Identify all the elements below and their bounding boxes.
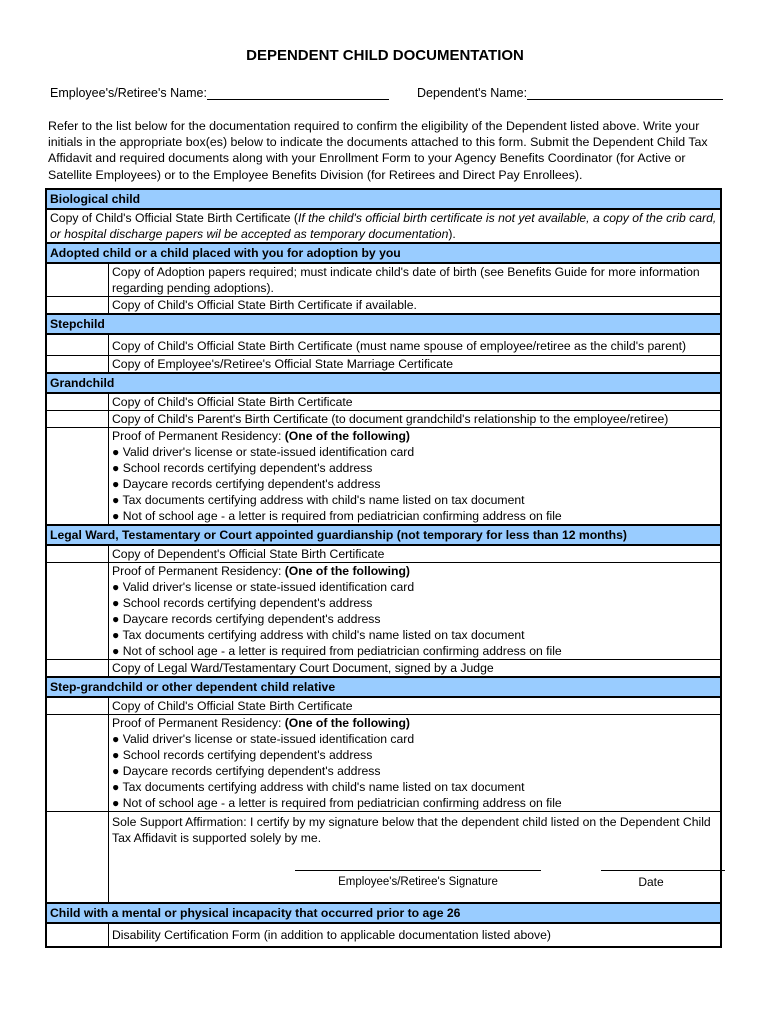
doc-ward-birth-certificate: Copy of Dependent's Official State Birth Certificate	[109, 545, 722, 563]
doc-court-document: Copy of Legal Ward/Testamentary Court Document, signed by a Judge	[109, 660, 722, 678]
initials-box[interactable]	[46, 356, 109, 374]
employee-name-field	[50, 86, 389, 100]
list-item: ● Daycare records certifying dependent's address	[112, 612, 381, 626]
sole-support-affirmation	[109, 812, 722, 904]
section-title: Child with a mental or physical incapacity that occurred prior to age 26	[46, 903, 721, 923]
instructions-paragraph: Refer to the list below for the documentation required to confirm the eligibility of the Dependent listed above. Write your initials in the appropriate box(es) below to indicate the documents attached to this form. Submit the Dependent Child Tax Affidavit and required documents along with your Enrollment Form to your Agency Benefits Coordinator (for Active or Satellite Employees) or to the Employee Benefits Division (for Retirees and Direct Pay Enrollees).	[48, 119, 708, 182]
list-item: ● Tax documents certifying address with child's name listed on tax document	[112, 780, 525, 794]
list-item: ● Daycare records certifying dependent's address	[112, 764, 381, 778]
initials-box[interactable]	[46, 715, 109, 812]
doc-disability-certification: Disability Certification Form (in addition to applicable documentation listed above)	[109, 923, 722, 947]
documentation-table	[45, 188, 722, 948]
table-row	[46, 393, 721, 411]
doc-marriage-certificate: Copy of Employee's/Retiree's Official State Marriage Certificate	[109, 356, 722, 374]
list-item: ● Tax documents certifying address with child's name listed on tax document	[112, 493, 525, 507]
list-item: ● Tax documents certifying address with child's name listed on tax document	[112, 628, 525, 642]
list-item: ● Not of school age - a letter is required from pediatrician confirming address on file	[112, 644, 562, 658]
initials-box[interactable]	[46, 297, 109, 315]
date-label: Date	[638, 875, 664, 889]
initials-box[interactable]	[46, 411, 109, 428]
table-row	[46, 697, 721, 715]
section-title: Biological child	[46, 189, 721, 209]
section-title: Stepchild	[46, 314, 721, 334]
dependent-name-field	[417, 86, 723, 100]
table-row	[46, 923, 721, 947]
page-title: DEPENDENT CHILD DOCUMENTATION	[246, 47, 524, 64]
section-header-biological	[46, 189, 721, 209]
table-row	[46, 297, 721, 315]
section-title: Grandchild	[46, 373, 721, 393]
list-item: ● Daycare records certifying dependent's address	[112, 477, 381, 491]
list-item: ● Valid driver's license or state-issued identification card	[112, 580, 415, 594]
initials-box[interactable]	[46, 393, 109, 411]
table-row	[46, 563, 721, 660]
table-row	[46, 356, 721, 374]
table-row	[46, 334, 721, 356]
table-row	[46, 411, 721, 428]
initials-box[interactable]	[46, 923, 109, 947]
doc-stepchild-birth-certificate: Copy of Child's Official State Birth Certificate (must name spouse of employee/retiree as the child's parent)	[109, 334, 722, 356]
dependent-name-label: Dependent's Name:	[417, 86, 528, 100]
doc-biological-birth-certificate: Copy of Child's Official State Birth Certificate (If the child's official birth certificate is not yet available, a copy of the crib card, or hospital discharge papers wil be accepted as temporary documentation).	[46, 209, 721, 243]
list-item: ● Valid driver's license or state-issued identification card	[112, 732, 415, 746]
doc-proof-of-residency: Proof of Permanent Residency: (One of the following) ● Valid driver's license or state-issued identification card ● School records certifying dependent's address ● Daycare records certifying dependent's address ● Tax documents certifying address with child's name listed on tax document ● Not of school age - a letter is required from pediatrician confirming address on file	[109, 563, 722, 660]
list-item: ● Not of school age - a letter is required from pediatrician confirming address on file	[112, 509, 562, 523]
doc-grandchild-birth-certificate: Copy of Child's Official State Birth Certificate	[109, 393, 722, 411]
section-header-adopted	[46, 243, 721, 263]
initials-box[interactable]	[46, 334, 109, 356]
list-item: ● Valid driver's license or state-issued identification card	[112, 445, 415, 459]
section-header-step-grandchild	[46, 677, 721, 697]
section-title: Adopted child or a child placed with you for adoption by you	[46, 243, 721, 263]
initials-box[interactable]	[46, 812, 109, 904]
section-title: Step-grandchild or other dependent child relative	[46, 677, 721, 697]
initials-box[interactable]	[46, 563, 109, 660]
initials-box[interactable]	[46, 545, 109, 563]
employee-name-input[interactable]	[207, 86, 389, 100]
signature-label: Employee's/Retiree's Signature	[338, 876, 498, 888]
doc-adoption-birth-certificate: Copy of Child's Official State Birth Certificate if available.	[109, 297, 722, 315]
table-row	[46, 428, 721, 526]
section-header-grandchild	[46, 373, 721, 393]
signature-line[interactable]	[295, 870, 541, 871]
initials-box[interactable]	[46, 660, 109, 678]
employee-name-label: Employee's/Retiree's Name:	[50, 86, 207, 100]
name-fields-row	[50, 86, 730, 104]
list-item: ● School records certifying dependent's address	[112, 461, 373, 475]
initials-box[interactable]	[46, 263, 109, 297]
section-header-stepchild	[46, 314, 721, 334]
doc-parent-birth-certificate: Copy of Child's Parent's Birth Certificate (to document grandchild's relationship to the employee/retiree)	[109, 411, 722, 428]
table-row	[46, 545, 721, 563]
sole-support-text: Sole Support Affirmation: I certify by my signature below that the dependent child listed on the Dependent Child Tax Affidavit is supported solely by me.	[112, 815, 711, 845]
table-row	[46, 660, 721, 678]
section-header-legal-ward	[46, 525, 721, 545]
doc-adoption-papers: Copy of Adoption papers required; must indicate child's date of birth (see Benefits Guide for more information regarding pending adoptions).	[109, 263, 722, 297]
initials-box[interactable]	[46, 428, 109, 526]
initials-box[interactable]	[46, 697, 109, 715]
dependent-name-input[interactable]	[527, 86, 723, 100]
doc-proof-of-residency: Proof of Permanent Residency: (One of the following) ● Valid driver's license or state-issued identification card ● School records certifying dependent's address ● Daycare records certifying dependent's address ● Tax documents certifying address with child's name listed on tax document ● Not of school age - a letter is required from pediatrician confirming address on file	[109, 715, 722, 812]
date-line[interactable]	[601, 870, 725, 871]
list-item: ● School records certifying dependent's address	[112, 596, 373, 610]
section-title: Legal Ward, Testamentary or Court appointed guardianship (not temporary for less than 12 months)	[46, 525, 721, 545]
list-item: ● School records certifying dependent's address	[112, 748, 373, 762]
list-item: ● Not of school age - a letter is required from pediatrician confirming address on file	[112, 796, 562, 810]
table-row	[46, 263, 721, 297]
table-row	[46, 209, 721, 243]
section-header-incapacity	[46, 903, 721, 923]
table-row	[46, 715, 721, 812]
table-row	[46, 812, 721, 904]
doc-stepgrand-birth-certificate: Copy of Child's Official State Birth Certificate	[109, 697, 722, 715]
doc-proof-of-residency: Proof of Permanent Residency: (One of the following) ● Valid driver's license or state-issued identification card ● School records certifying dependent's address ● Daycare records certifying dependent's address ● Tax documents certifying address with child's name listed on tax document ● Not of school age - a letter is required from pediatrician confirming address on file	[109, 428, 722, 526]
